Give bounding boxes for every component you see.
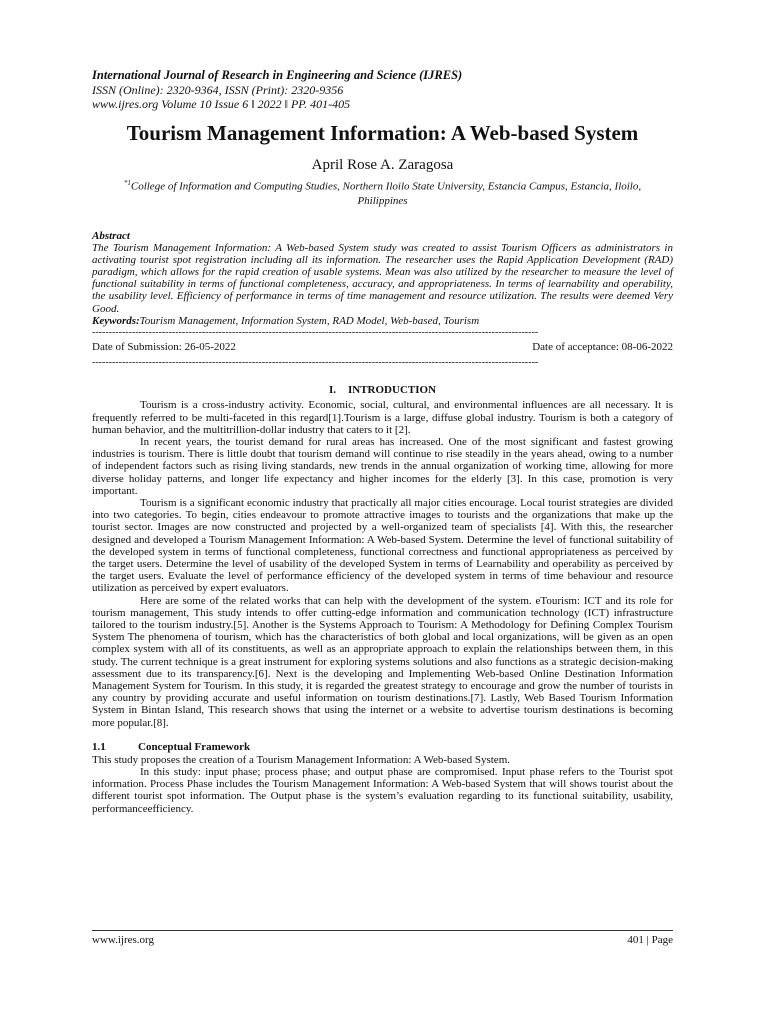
author-affiliation <box>92 176 673 208</box>
section-title: INTRODUCTION <box>348 384 437 397</box>
journal-volume: www.ijres.org Volume 10 Issue 6 ǁ 2022 ǁ PP. 401-405 <box>92 97 351 111</box>
author-name: April Rose A. Zaragosa <box>311 157 454 173</box>
dates-row <box>92 340 673 354</box>
keywords-label: Keywords: <box>92 314 140 327</box>
page-footer <box>92 930 673 946</box>
journal-issn: ISSN (Online): 2320-9364, ISSN (Print): 2320-9356 <box>92 83 344 97</box>
abstract-heading: Abstract <box>92 229 130 242</box>
affiliation-text: College of Information and Computing Studies, Northern Iloilo State University, Estancia Campus, Estancia, Iloilo, Philippines <box>130 180 642 207</box>
intro-paragraph-4: Here are some of the related works that can help with the development of the system. eTourism: ICT and its role for tourism management, This study intends to offer cutting-edge information and communication technology (ICT) infrastructure tailored to the tourism industry.[5]. Another is the Systems Approach to Tourism: A Methodology for Defining Complex Tourism System The phenomena of tourism, which has the characteristics of both global and local organizations, will be given as an open complex system with all of its constituents, as well as an appropriate approach to explain the relationships between them, in this study. The current technique is a great instrument for exploring systems solutions and also functions as a strategic decision-making assessment due to its transparency.[6]. Next is the developing and Implementing Web-based Online Destination Information Management System for Tourism. In this study, it is regarded the greatest strategy to encourage and grow the number of tourists in any country by providing accurate and useful information on tourism destinations.[7]. Lastly, Web Based Tourism Information System in Bintan Island, This research shows that using the internet or a website to advertise tourism destinations is becoming more popular.[8]. <box>92 594 673 729</box>
subsection-number: 1.1 <box>92 740 106 753</box>
affiliation-mark: *1 <box>123 179 131 187</box>
separator-bottom: -------------------------------------------------------------------------------------------------------------------------------------- <box>92 357 539 369</box>
section-heading <box>92 384 673 397</box>
abstract-text: The Tourism Management Information: A Web-based System study was created to assist Tourism Officers as administrators in activating tourist spot registration including all its information. The researcher uses the Rapid Application Development (RAD) paradigm, which allows for the rapid creation of usable systems. Mean was also utilized by the researcher to measure the level of functional suitability in terms of functional completeness, accuracy, and appropriateness. In terms of learnability and operability, the usability level. Efficiency of performance in terms of time management and resource utilization. The results were deemed Very Good. <box>92 241 673 315</box>
keywords <box>92 315 673 328</box>
separator-top: -------------------------------------------------------------------------------------------------------------------------------------- <box>92 327 539 339</box>
subsection-intro: This study proposes the creation of a Tourism Management Information: A Web-based System. <box>92 753 510 766</box>
paper-page <box>92 68 673 815</box>
acceptance-date: Date of acceptance: 08-06-2022 <box>532 341 673 354</box>
paper-title: Tourism Management Information: A Web-based System <box>126 121 639 145</box>
footer-url: www.ijres.org <box>92 934 155 946</box>
intro-paragraph-1: Tourism is a cross-industry activity. Economic, social, cultural, and environmental influences are all necessary. It is frequently referred to be multi-faceted in this regard[1].Tourism is a large, diffuse global industry. Tourism is both a category of human behavior, and the multitrillion-dollar industry that caters to it [2]. <box>92 399 673 436</box>
keywords-text: Tourism Management, Information System, RAD Model, Web-based, Tourism <box>139 314 480 327</box>
subsection-heading <box>92 741 673 754</box>
subsection-paragraph: In this study: input phase; process phase; and output phase are compromised. Input phase refers to the Tourist spot information. Process Phase includes the Tourism Management Information: A Web-based System that will shows tourist about the different tourist spot information. The Output phase is the system’s evaluation regarding to its functional suitability, usability, performanceefficiency. <box>92 766 673 815</box>
intro-paragraph-2: In recent years, the tourist demand for rural areas has increased. One of the most significant and fastest growing industries is tourism. There is little doubt that tourism demand will continue to rise steadily in the years ahead, owing to a number of independent factors such as rising living standards, new trends in the annual organization of working time, allowing for more diverse holiday patterns, and longer life expectancy and higher incomes for the elderly [3]. In this case, promotion is very important. <box>92 435 673 497</box>
submission-date: Date of Submission: 26-05-2022 <box>92 341 236 354</box>
journal-name: International Journal of Research in Engineering and Science (IJRES) <box>92 68 463 82</box>
page-number: 401 | Page <box>627 934 673 946</box>
intro-paragraph-3: Tourism is a significant economic industry that practically all major cities encourage. Local tourist strategies are divided into two categories. To begin, cities endeavour to promote attractive images to tourists and the organizations that make up the tourist sector. Images are now constructed and projected by a well-organized team of specialists [4]. With this, the researcher designed and developed a Tourism Management Information: A Web-based System. Determine the level of functional suitability of the developed system in terms of functional completeness, functional correctness and functional appropriateness as perceived by the target users. Determine the level of usability of the developed System in terms of Learnability and operability as perceived by the target users. Evaluate the level of performance efficiency of the developed system in terms of time behaviour and resource utilization as perceived by expert evaluators. <box>92 497 673 595</box>
subsection-title: Conceptual Framework <box>138 740 251 753</box>
section-number: I. <box>328 384 336 397</box>
